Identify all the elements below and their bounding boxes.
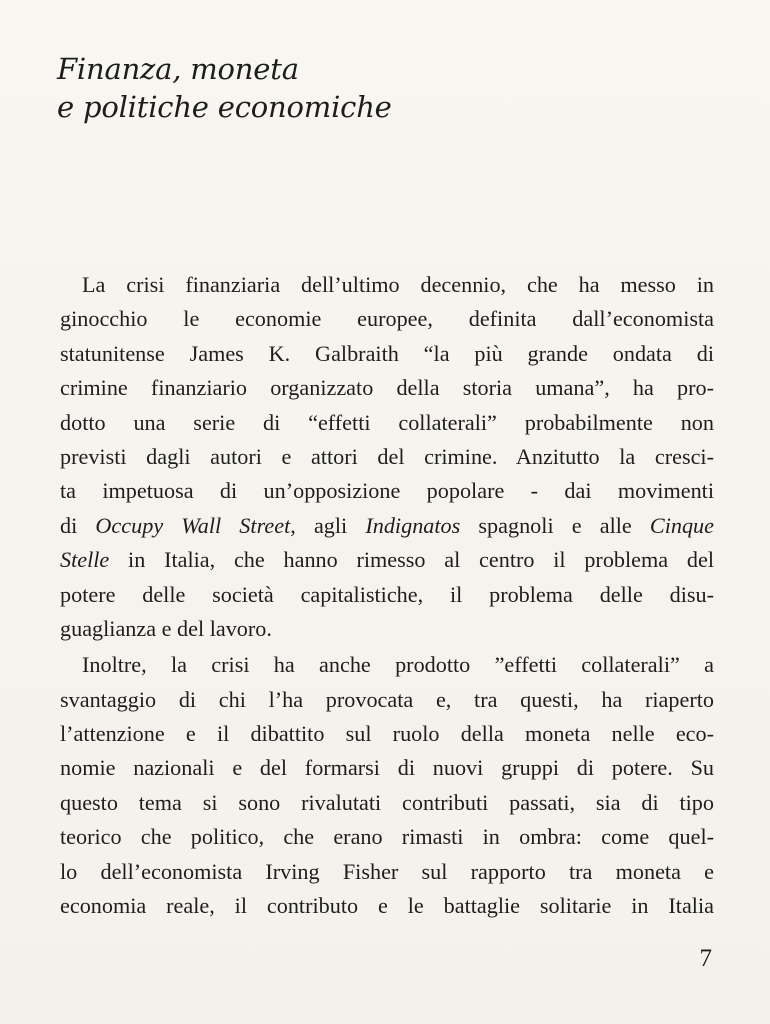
- text-line: ginocchio le economie europee, definita dall’economista: [60, 306, 714, 332]
- text-line: potere delle società capitalistiche, il problema delle disu-: [60, 581, 714, 607]
- page-number: 7: [699, 945, 712, 972]
- text-line: Stelle in Italia, che hanno rimesso al centro il problema del: [60, 547, 714, 573]
- text-line: dotto una serie di “effetti collaterali” probabilmente non: [60, 409, 714, 435]
- text-line: teorico che politico, che erano rimasti in ombra: come quel-: [60, 824, 714, 850]
- text-line: crimine finanziario organizzato della storia umana”, ha pro-: [60, 375, 714, 401]
- body-text: [60, 268, 714, 923]
- text-line: di Occupy Wall Street, agli Indignatos spagnoli e alle Cinque: [60, 512, 714, 538]
- chapter-title: [57, 50, 392, 126]
- italic-term: Cinque: [649, 512, 714, 538]
- text-line: La crisi finanziaria dell’ultimo decennio, che ha messo in: [82, 272, 714, 297]
- text-line: statunitense James K. Galbraith “la più grande ondata di: [60, 340, 714, 366]
- text-line: lo dell’economista Irving Fisher sul rapporto tra moneta e: [60, 858, 714, 884]
- text-line: guaglianza e del lavoro.: [60, 615, 272, 641]
- text-line: l’attenzione e il dibattito sul ruolo della moneta nelle eco-: [60, 721, 714, 747]
- text-line: svantaggio di chi l’ha provocata e, tra questi, ha riaperto: [60, 686, 714, 712]
- italic-term: Occupy Wall Street,: [95, 512, 296, 538]
- paragraph-1: [60, 268, 714, 646]
- chapter-title-line-1: Finanza, moneta: [57, 52, 299, 86]
- text-line: Inoltre, la crisi ha anche prodotto ”effetti collaterali” a: [82, 652, 714, 678]
- italic-term: Stelle: [60, 547, 110, 573]
- text-line: ta impetuosa di un’opposizione popolare - dai movimenti: [60, 478, 714, 504]
- chapter-title-line-2: e politiche economiche: [57, 90, 392, 124]
- text-line: previsti dagli autori e attori del crimine. Anzitutto la cresci-: [60, 443, 714, 469]
- paragraph-2: [60, 648, 714, 923]
- text-line: questo tema si sono rivalutati contributi passati, sia di tipo: [60, 789, 714, 815]
- italic-term: Indignatos: [365, 512, 461, 538]
- text-line: economia reale, il contributo e le battaglie solitarie in Italia: [60, 893, 714, 919]
- text-line: nomie nazionali e del formarsi di nuovi gruppi di potere. Su: [60, 755, 714, 781]
